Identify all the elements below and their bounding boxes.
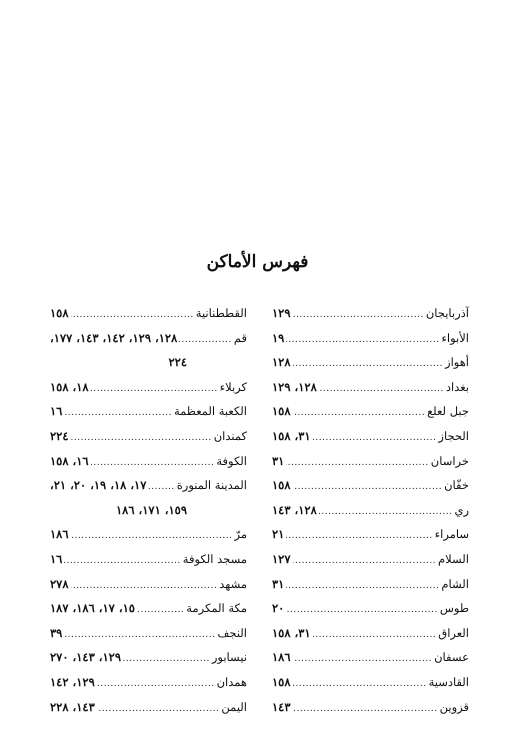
index-entry [50,301,247,326]
place-name: الشام [441,576,469,591]
index-entry [50,547,247,572]
leader-dots [293,549,437,574]
index-entry [50,645,247,670]
index-entry [272,301,469,326]
page-numbers: ١٢٨، ١٢٩ [272,379,317,394]
page-numbers: ١٨، ١٥٨ [50,379,89,394]
page-numbers: ١٩ [272,330,285,345]
leader-dots [71,574,218,599]
place-name: نيسابور [211,650,247,665]
leader-dots [319,500,453,525]
page-numbers: ١٤٣ [272,699,291,714]
place-name: مسجد الكوفة [182,551,247,566]
index-entry [50,399,247,424]
place-name: سامراء [434,527,469,542]
page-numbers: ٣١، ١٥٨ [272,428,311,443]
place-name: كربلاء [219,379,247,394]
index-entry [272,670,469,695]
place-name: النجف [217,625,247,640]
page-numbers: ٣١ [272,576,285,591]
leader-dots [293,647,433,672]
leader-dots [319,377,444,402]
page-numbers: ٣٩ [50,625,63,640]
page-numbers: ١٦، ١٥٨ [50,453,89,468]
leader-dots [286,574,439,599]
index-entry [272,449,469,474]
place-name: كمندان [213,428,247,443]
index-entry [50,670,247,695]
place-name: الكعبة المعظمة [173,404,247,419]
page-numbers: ١٢٨، ١٤٣ [272,502,317,517]
index-entry [50,449,247,474]
page-numbers: ١٥٨ [272,404,291,419]
page-numbers: ١٢٧ [272,551,291,566]
place-name: الحجاز [438,428,469,443]
index-entry [50,621,247,646]
place-name: عسفان [434,650,469,665]
index-entry [50,326,247,351]
page-numbers: ١٢٩، ١٤٣، ٢٧٠ [50,650,122,665]
place-name: الأبواء [441,330,469,345]
place-name: المدينة المنورة [176,478,247,493]
index-column-right [272,301,469,719]
index-entry [272,596,469,621]
place-name: أهواز [445,355,469,370]
page-numbers: ١٥٨ [272,674,291,689]
page-numbers: ١٢٨، ١٢٩، ١٤٢، ١٤٣، ١٧٧، [50,330,178,345]
leader-dots [97,672,215,697]
page-numbers: ١٥٨ [272,478,291,493]
index-entry-continuation [50,350,247,375]
leader-dots [71,426,212,451]
leader-dots [64,401,172,426]
leader-dots [286,328,439,353]
page-numbers: ١٧، ١٨، ١٩، ٢٠، ٢١، [50,478,147,493]
leader-dots [64,549,180,574]
leader-dots [137,598,184,623]
page-numbers: ٢٢٤ [168,355,187,370]
page-numbers: ٣١ [272,453,285,468]
index-column-left [50,301,247,719]
place-name: خفّان [444,478,469,493]
leader-dots [123,647,210,672]
place-name: الكوفة [216,453,247,468]
index-entry [272,695,469,720]
leader-dots [293,303,424,328]
page-numbers: ٢٧٨ [50,576,69,591]
leader-dots [293,697,438,722]
leader-dots [286,524,432,549]
page-numbers: ١٢٩، ١٤٢ [50,674,95,689]
page-numbers: ١٢٩ [272,306,291,320]
place-name: طوس [439,601,469,616]
page-numbers: ١٦ [50,551,63,566]
index-entry-continuation [50,498,247,523]
index-entry [50,424,247,449]
index-entry [50,522,247,547]
place-name: ري [454,502,469,517]
leader-dots [71,524,233,549]
index-entry [50,695,247,720]
place-name: مرّ [234,527,247,542]
index-entry [272,473,469,498]
leader-dots [293,401,426,426]
index-entry [272,375,469,400]
leader-dots [293,352,444,377]
page-title: فهرس الأماكن [206,252,309,272]
place-name: مشهد [219,576,247,591]
index-entry [272,645,469,670]
place-name: القادسية [428,674,469,689]
index-entry [272,399,469,424]
place-name: قزوين [439,699,469,714]
index-entry [272,572,469,597]
index-entry [50,375,247,400]
leader-dots [293,475,443,500]
index-entry [272,621,469,646]
leader-dots [148,475,174,500]
leader-dots [91,451,215,476]
leader-dots [71,303,194,328]
leader-dots [313,426,437,451]
index-entry [50,596,247,621]
index-entry [50,572,247,597]
leader-dots [64,623,215,648]
leader-dots [91,377,218,402]
place-name: قم [233,330,247,345]
page-numbers: ١٨٦ [50,527,69,542]
leader-dots [313,623,437,648]
index-entry [272,522,469,547]
page-numbers: ٢٠ [272,601,285,616]
place-name: القططنانية [195,306,247,320]
page-numbers: ٢١ [272,527,285,542]
page-numbers: ٣١، ١٥٨ [272,625,311,640]
leader-dots [179,328,232,353]
place-name: آذربايجان [425,306,469,320]
leader-dots [97,697,220,722]
page-numbers: ١٦ [50,404,63,419]
place-name: خراسان [430,453,469,468]
leader-dots [286,598,438,623]
index-entry [272,424,469,449]
index-entry [272,326,469,351]
place-name: السلام [438,551,469,566]
page-numbers: ١٤٣، ٢٢٨ [50,699,95,714]
place-name: العراق [438,625,469,640]
index-entry [272,547,469,572]
page-numbers: ١٥٨ [50,306,69,320]
place-name: بغداد [445,379,469,394]
place-name: همدان [216,674,247,689]
leader-dots [286,451,428,476]
page-numbers: ١٥، ١٧، ١٨٦، ١٨٧ [50,601,135,616]
place-name: مكة المكرمة [186,601,247,616]
index-entry [50,473,247,498]
index-entry [272,350,469,375]
place-name: اليمن [221,699,247,714]
page-numbers: ١٨٦ [272,650,291,665]
place-name: جبل لعلع [427,404,469,419]
page-numbers: ٢٢٤ [50,428,69,443]
leader-dots [293,672,427,697]
page-numbers: ١٢٨ [272,355,291,370]
index-entry [272,498,469,523]
page-numbers: ١٥٩، ١٧١، ١٨٦ [115,502,187,517]
